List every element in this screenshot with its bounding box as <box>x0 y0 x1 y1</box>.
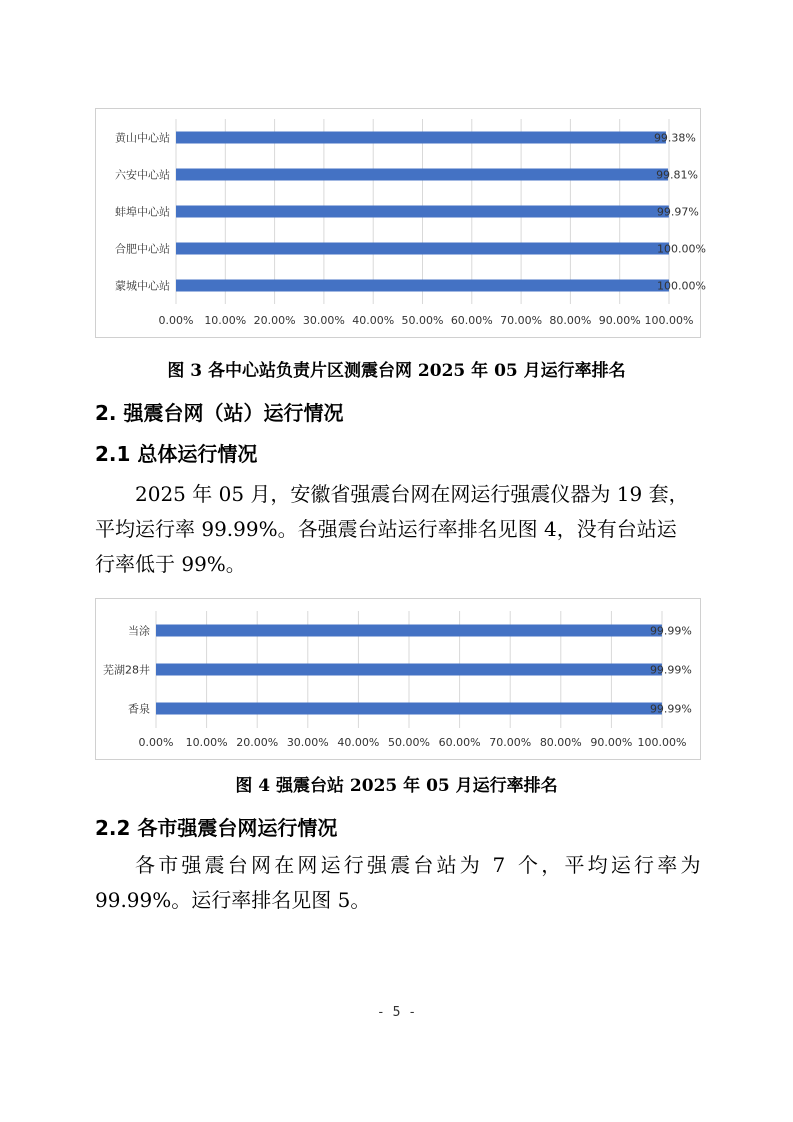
chart-figure-4 <box>95 598 701 760</box>
heading-section-2-2: 2.2 各市强震台网运行情况 <box>95 816 338 840</box>
caption-figure-4: 图 4 强震台站 2025 年 05 月运行率排名 <box>235 776 558 796</box>
fig4-category-label: 当涂 <box>128 624 150 638</box>
fig3-tick-label: 40.00% <box>352 314 395 327</box>
fig3-tick-label: 20.00% <box>253 314 296 327</box>
fig3-category-label: 黄山中心站 <box>115 131 170 145</box>
fig3-category-label: 合肥中心站 <box>115 242 170 256</box>
chart-figure-4-svg <box>96 599 700 759</box>
fig3-tick-label: 60.00% <box>450 314 493 327</box>
heading-section-2-1: 2.1 总体运行情况 <box>95 442 258 466</box>
fig4-tick-label: 90.00% <box>590 736 633 749</box>
fig4-tick-label: 20.00% <box>236 736 279 749</box>
fig3-data-label: 100.00% <box>657 279 706 293</box>
fig4-tick-label: 30.00% <box>286 736 329 749</box>
fig4-tick-label: 70.00% <box>489 736 532 749</box>
fig4-tick-label: 40.00% <box>337 736 380 749</box>
fig3-bar <box>176 132 666 144</box>
fig3-tick-label: 80.00% <box>549 314 592 327</box>
heading-section-2: 2. 强震台网（站）运行情况 <box>95 401 344 425</box>
fig4-tick-label: 10.00% <box>185 736 228 749</box>
fig3-bar <box>176 243 669 255</box>
fig3-bar <box>176 169 668 181</box>
fig4-category-label: 芜湖28井 <box>103 663 150 677</box>
fig3-data-label: 99.97% <box>656 205 699 219</box>
paragraph-2-2 <box>95 848 704 918</box>
fig4-data-label: 99.99% <box>649 702 692 716</box>
fig3-tick-label: 70.00% <box>500 314 543 327</box>
fig3-tick-label: 0.00% <box>158 314 194 327</box>
fig3-category-label: 蒙城中心站 <box>115 279 170 293</box>
fig3-tick-label: 30.00% <box>302 314 345 327</box>
fig3-tick-label: 10.00% <box>204 314 247 327</box>
paragraph-2-2-line-1: 各市强震台网在网运行强震台站为 7 个，平均运行率为 <box>135 853 704 877</box>
fig3-category-label: 蚌埠中心站 <box>115 205 170 219</box>
fig4-bar <box>156 703 662 715</box>
paragraph-2-1 <box>95 477 699 582</box>
paragraph-2-2-line-2: 99.99%。运行率排名见图 5。 <box>95 888 371 912</box>
paragraph-2-1-line-1: 2025 年 05 月，安徽省强震台网在网运行强震仪器为 19 套， <box>135 482 689 506</box>
caption-figure-3: 图 3 各中心站负责片区测震台网 2025 年 05 月运行率排名 <box>167 361 626 381</box>
fig3-bar <box>176 206 669 218</box>
fig4-data-label: 99.99% <box>649 624 692 638</box>
chart-figure-3-svg <box>96 109 706 337</box>
fig3-data-label: 99.81% <box>656 168 699 182</box>
chart-figure-3 <box>95 108 706 338</box>
fig3-tick-label: 90.00% <box>598 314 641 327</box>
fig3-category-label: 六安中心站 <box>115 168 170 182</box>
fig3-data-label: 100.00% <box>657 242 706 256</box>
fig3-tick-label: 100.00% <box>644 314 694 327</box>
fig4-tick-label: 80.00% <box>539 736 582 749</box>
fig4-tick-label: 60.00% <box>438 736 481 749</box>
fig4-data-label: 99.99% <box>649 663 692 677</box>
page-number: - 5 - <box>376 1005 417 1020</box>
fig4-bar <box>156 625 662 637</box>
fig3-tick-label: 50.00% <box>401 314 444 327</box>
fig4-tick-label: 50.00% <box>388 736 430 749</box>
fig4-tick-label: 100.00% <box>637 736 687 749</box>
fig3-bar <box>176 280 669 292</box>
paragraph-2-1-line-3: 行率低于 99%。 <box>95 552 246 576</box>
fig4-category-label: 香泉 <box>128 702 150 716</box>
fig3-data-label: 99.38% <box>653 131 696 145</box>
paragraph-2-1-line-2: 平均运行率 99.99%。各强震台站运行率排名见图 4，没有台站运 <box>95 517 677 541</box>
fig4-tick-label: 0.00% <box>138 736 174 749</box>
fig4-bar <box>156 664 662 676</box>
